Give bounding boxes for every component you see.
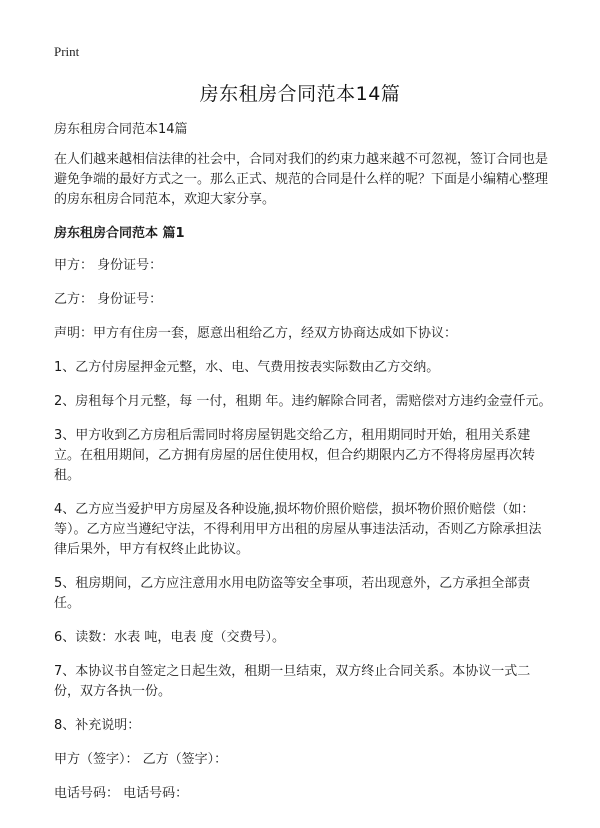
document-subtitle: 房东租房合同范本14篇 — [54, 122, 188, 137]
section-heading: 房东租房合同范本 篇1 — [54, 226, 185, 241]
declaration-paragraph: 声明：甲方有住房一套，愿意出租给乙方，经双方协商达成如下协议： — [54, 326, 458, 341]
clause-4: 4、乙方应当爱护甲方房屋及各种设施,损坏物价照价赔偿，损坏物价照价赔偿（如：等）。乙方应当遵纪守法，不得利用甲方出租的房屋从事违法活动，否则乙方除承担法律后果外，甲方有权终止此协议。 — [54, 502, 542, 557]
clause-3: 3、甲方收到乙方房租后需同时将房屋钥匙交给乙方，租用期同时开始，租用关系建立。在租用期间，乙方拥有房屋的居住使用权，但合约期限内乙方不得将房屋再次转租。 — [54, 428, 536, 483]
clause-5: 5、租房期间，乙方应注意用水用电防盗等安全事项，若出现意外，乙方承担全部责任。 — [54, 576, 531, 611]
phone-line: 电话号码： 电话号码： — [54, 786, 189, 801]
clause-6: 6、读数：水表 吨，电表 度（交费号）。 — [54, 630, 286, 645]
page-title: 房东租房合同范本14篇 — [199, 83, 401, 105]
party-b-line: 乙方： 身份证号： — [54, 292, 163, 307]
clause-8: 8、补充说明： — [54, 718, 141, 733]
intro-paragraph: 在人们越来越相信法律的社会中，合同对我们的约束力越来越不可忽视，签订合同也是避免争端的最好方式之一。那么正式、规范的合同是什么样的呢？下面是小编精心整理的房东租房合同范本，欢迎大家分享。 — [54, 152, 549, 207]
print-link[interactable]: Print — [54, 44, 80, 59]
clause-1: 1、乙方付房屋押金元整，水、电、气费用按表实际数由乙方交纳。 — [54, 360, 440, 375]
clause-2: 2、房租每个月元整，每 一付，租期 年。违约解除合同者，需赔偿对方违约金壹仟元。 — [54, 394, 552, 409]
clause-7: 7、本协议书自签定之日起生效，租期一旦结束，双方终止合同关系。本协议一式二份，双方各执一份。 — [54, 664, 531, 699]
signature-line: 甲方（签字）： 乙方（签字）： — [54, 752, 228, 767]
document-body — [54, 120, 554, 818]
party-a-line: 甲方： 身份证号： — [54, 258, 163, 273]
